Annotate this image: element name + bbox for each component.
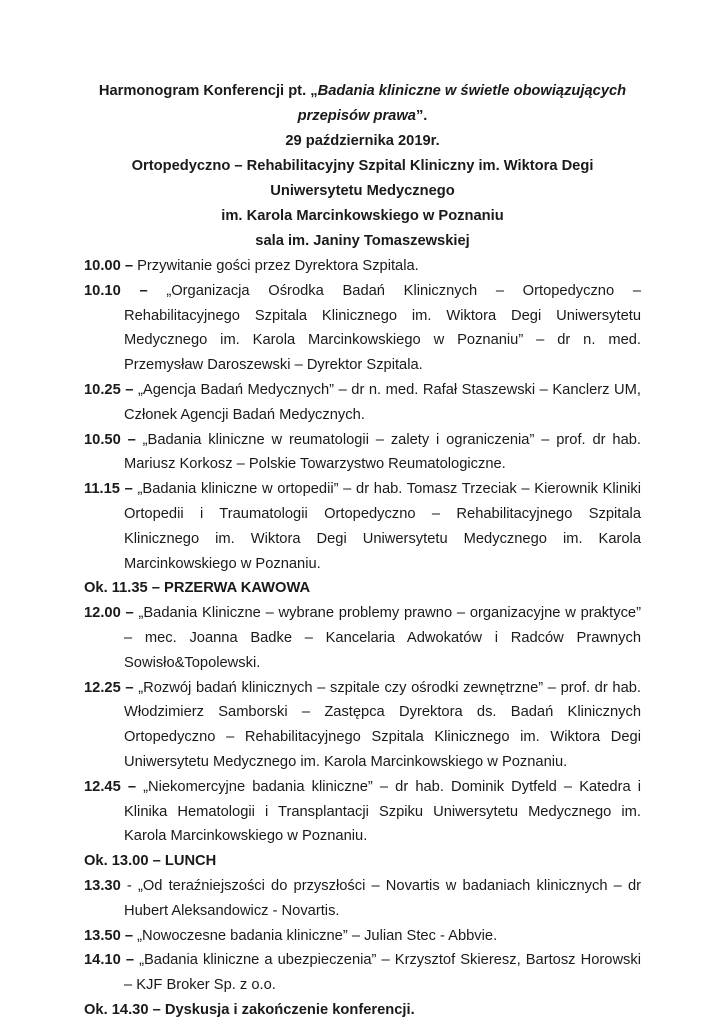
schedule-item-13-50	[84, 924, 641, 949]
item-separator: –	[120, 258, 138, 274]
schedule-item-12-00	[84, 601, 641, 675]
item-time: 13.30	[84, 877, 121, 894]
venue-room: sala im. Janiny Tomaszewskiej	[255, 233, 470, 249]
item-time: Ok. 11.35	[84, 580, 148, 597]
item-separator: –	[120, 927, 138, 944]
item-separator: –	[120, 952, 140, 969]
conference-date: 29 października 2019r.	[285, 133, 440, 149]
schedule-item-10-25	[84, 378, 641, 428]
item-text: „Badania Kliniczne – wybrane problemy prawno – organizacyjne w praktyce” – mec. Joanna Badke – Kancelaria Adwokatów i Radców Prawnych Sowisło&Topolewski.	[124, 605, 641, 671]
item-time: 10.25	[84, 381, 121, 398]
item-time: 10.50	[84, 431, 121, 448]
item-text: „Organizacja Ośrodka Badań Klinicznych – Ortopedyczno – Rehabilitacyjnego Szpitala Klinicznego im. Wiktora Degi Uniwersytetu Medycznego im. Karola Marcinkowskiego w Poznaniu” – dr n. med. Przemysław Daroszewski – Dyrektor Szpitala.	[124, 282, 641, 374]
item-separator: –	[148, 853, 165, 870]
conference-title	[84, 79, 641, 129]
item-separator: –	[120, 282, 167, 299]
item-text: PRZERWA KAWOWA	[164, 580, 311, 597]
conference-title-prefix: Harmonogram Konferencji pt. „	[98, 83, 318, 99]
item-time: 13.50	[84, 927, 121, 944]
item-separator: –	[148, 1001, 165, 1018]
item-separator: –	[120, 431, 143, 448]
document-header	[84, 79, 641, 254]
schedule-break-lunch	[84, 849, 641, 874]
schedule-closing	[84, 998, 641, 1023]
item-text: „Od teraźniejszości do przyszłości – Novartis w badaniach klinicznych – dr Hubert Aleksandowicz - Novartis.	[124, 877, 642, 919]
schedule-item-10-50	[84, 428, 641, 478]
item-text: „Badania kliniczne w ortopedii” – dr hab. Tomasz Trzeciak – Kierownik Kliniki Ortopedii i Traumatologii Ortopedyczno – Rehabilitacyjnego Szpitala Klinicznego im. Wiktora Degi Uniwersytetu Medycznego im. Karola Marcinkowskiego w Poznaniu.	[124, 481, 641, 572]
schedule-break-coffee	[84, 576, 641, 601]
item-text: „Niekomercyjne badania kliniczne” – dr hab. Dominik Dytfeld – Katedra i Klinika Hematologii i Transplantacji Szpiku Uniwersytetu Medycznego im. Karola Marcinkowskiego w Poznaniu.	[124, 778, 641, 845]
item-text: „Agencja Badań Medycznych” – dr n. med. Rafał Staszewski – Kanclerz UM, Członek Agencji Badań Medycznych.	[124, 381, 641, 423]
item-separator: –	[120, 381, 139, 398]
venue-line-1: Ortopedyczno – Rehabilitacyjny Szpital Kliniczny im. Wiktora Degi Uniwersytetu Medycznego	[131, 158, 594, 199]
schedule-list	[84, 254, 641, 1023]
item-time: 10.10	[84, 282, 121, 299]
schedule-item-10-10	[84, 279, 641, 378]
schedule-item-12-25	[84, 676, 641, 775]
item-separator: –	[147, 580, 165, 597]
conference-title-suffix: ”.	[415, 108, 428, 124]
item-time: Ok. 13.00	[84, 853, 149, 870]
item-time: 10.00	[84, 258, 121, 274]
schedule-item-14-10	[84, 948, 641, 998]
schedule-item-10-00	[84, 254, 641, 279]
item-time: 14.10	[84, 952, 121, 969]
schedule-item-13-30	[84, 874, 641, 924]
item-text: „Rozwój badań klinicznych – szpitale czy ośrodki zewnętrzne” – prof. dr hab. Włodzimierz Samborski – Zastępca Dyrektora ds. Badań Klinicznych Ortopedyczno – Rehabilitacyjnego Szpitala Klinicznego im. Wiktora Degi Uniwersytetu Medycznego im. Karola Marcinkowskiego w Poznaniu.	[124, 679, 641, 770]
item-separator: -	[120, 877, 138, 894]
schedule-item-11-15	[84, 477, 641, 576]
item-separator: –	[120, 679, 139, 696]
item-text: „Badania kliniczne a ubezpieczenia” – Krzysztof Skieresz, Bartosz Horowski – KJF Broker Sp. z o.o.	[124, 952, 641, 994]
item-text: Przywitanie gości przez Dyrektora Szpitala.	[137, 258, 419, 274]
item-time: 12.00	[84, 605, 121, 622]
item-separator: –	[120, 778, 144, 795]
schedule-item-12-45	[84, 775, 641, 849]
item-time: 12.45	[84, 778, 121, 795]
venue-line-2: im. Karola Marcinkowskiego w Poznaniu	[221, 208, 504, 224]
item-time: Ok. 14.30	[84, 1001, 149, 1018]
item-time: 12.25	[84, 679, 121, 696]
item-time: 11.15	[84, 481, 120, 498]
item-text: „Badania kliniczne w reumatologii – zalety i ograniczenia” – prof. dr hab. Mariusz Korkosz – Polskie Towarzystwo Reumatologiczne.	[124, 431, 641, 473]
item-separator: –	[120, 605, 139, 622]
conference-title-quoted: Badania kliniczne w świetle obowiązujących przepisów prawa	[297, 83, 627, 124]
item-separator: –	[119, 481, 138, 498]
item-text: „Nowoczesne badania kliniczne” – Julian Stec - Abbvie.	[137, 927, 498, 944]
item-text: Dyskusja i zakończenie konferencji.	[164, 1001, 415, 1018]
item-text: LUNCH	[164, 853, 217, 870]
